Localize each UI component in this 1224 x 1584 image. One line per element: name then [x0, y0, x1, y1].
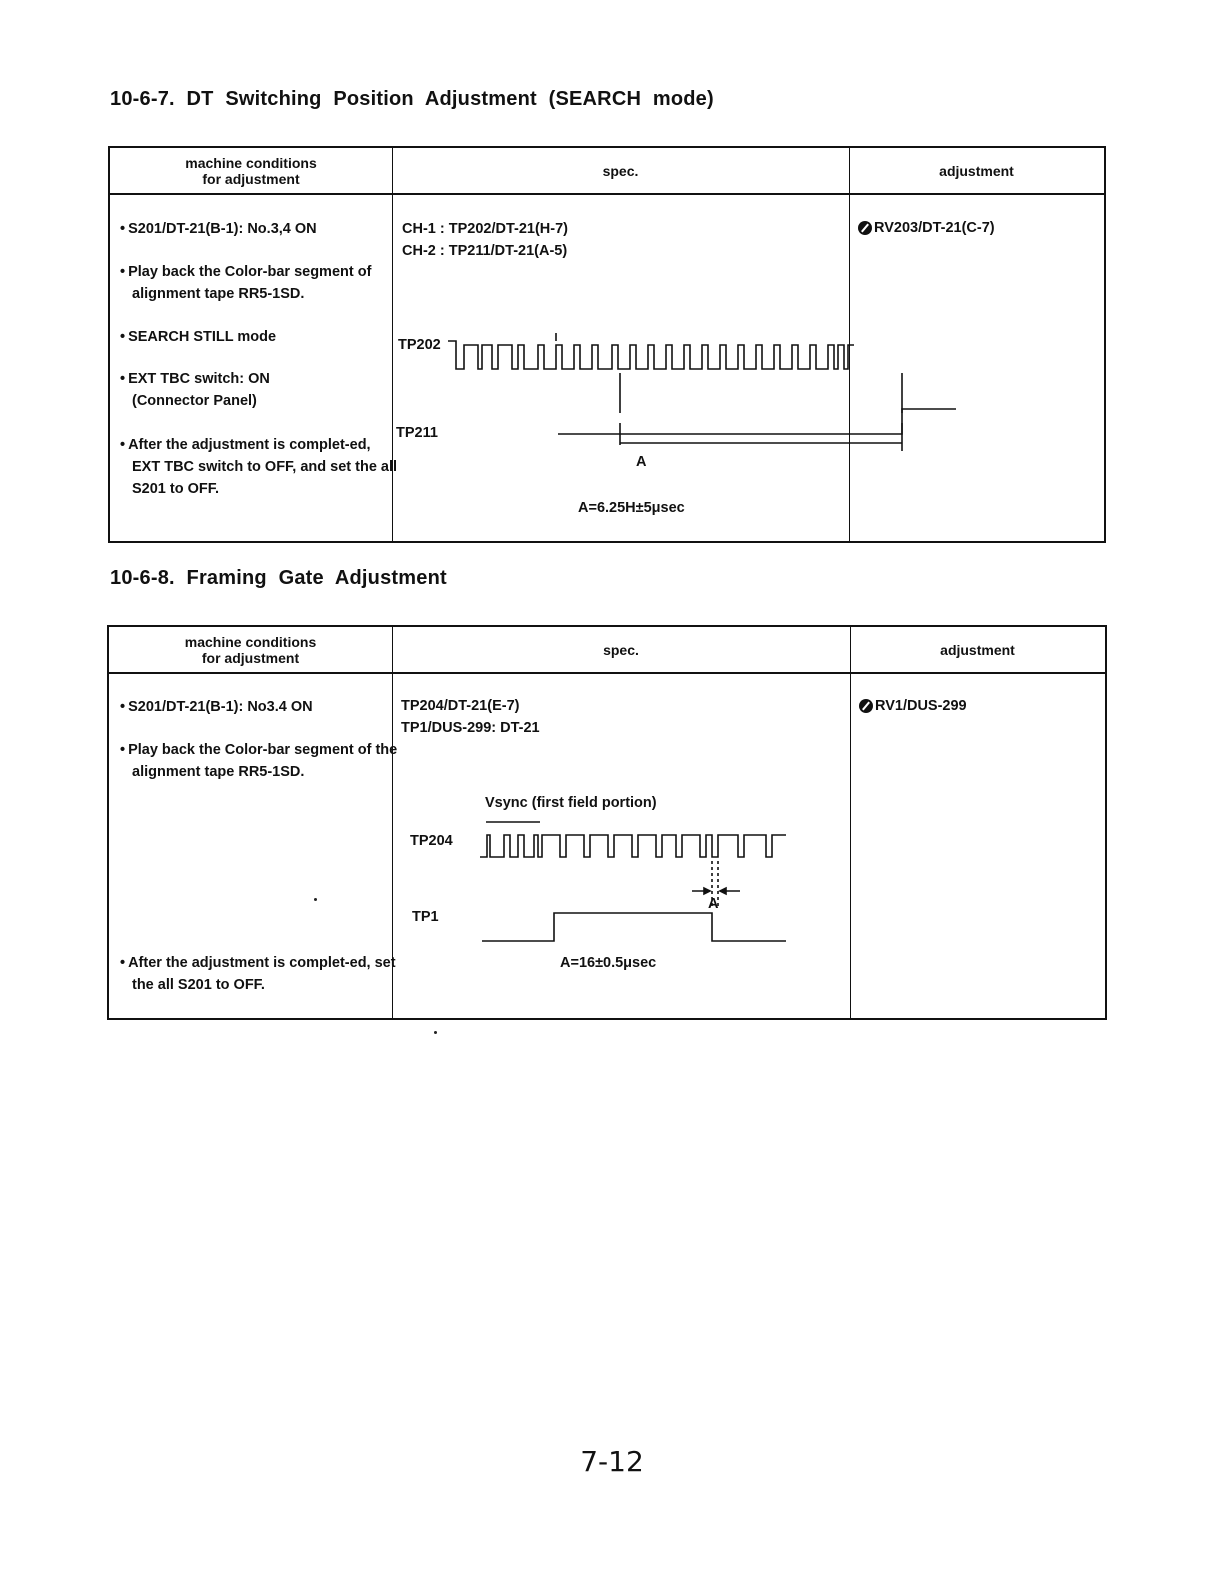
- waveform-diagram-1: [392, 333, 852, 473]
- condition-item: • Play back the Color-bar segment of the alignment tape RR5-1SD.: [120, 742, 398, 780]
- condition-item: • After the adjustment is complet-ed, EXT TBC switch to OFF, and set the all S201 to OFF.: [120, 437, 398, 497]
- condition-item: • Play back the Color-bar segment of alignment tape RR5-1SD.: [120, 264, 372, 302]
- vsync-caption: Vsync (first field portion): [485, 795, 657, 811]
- scan-speck: [314, 898, 317, 901]
- page-number: 7-12: [580, 1445, 644, 1478]
- spec-formula: A=16±0.5μsec: [560, 955, 657, 971]
- adjust-screwdriver-icon: [858, 221, 872, 235]
- section-title-dt-switching: 10-6-7. DT Switching Position Adjustment (SEARCH mode): [110, 88, 714, 110]
- adjust-screwdriver-icon: [859, 699, 873, 713]
- waveform-label-tp204: TP204: [410, 833, 453, 849]
- header-spec: spec.: [603, 641, 639, 658]
- spec-line: CH-2 : TP211/DT-21(A-5): [402, 243, 568, 259]
- scan-speck: [434, 1031, 437, 1034]
- interval-label-a: A: [708, 896, 719, 912]
- spec-line: CH-1 : TP202/DT-21(H-7): [402, 221, 568, 237]
- condition-item: • S201/DT-21(B-1): No.3,4 ON: [120, 221, 317, 237]
- spec-formula: A=6.25H±5μsec: [578, 500, 685, 516]
- framing-gate-table: [107, 625, 1107, 1020]
- header-spec: spec.: [602, 162, 639, 179]
- condition-item: • After the adjustment is complet-ed, set the all S201 to OFF.: [120, 955, 396, 993]
- interval-label-a: A: [636, 454, 647, 470]
- waveform-label-tp211: TP211: [396, 425, 438, 441]
- header-adjustment: adjustment: [939, 162, 1014, 179]
- condition-item: • SEARCH STILL mode: [120, 329, 277, 345]
- waveform-diagram-2: [392, 817, 852, 957]
- header-conditions: machine conditions for adjustment: [185, 154, 317, 187]
- spec-line: TP204/DT-21(E-7): [401, 698, 520, 714]
- adjustment-item: RV203/DT-21(C-7): [858, 220, 995, 236]
- condition-item: • EXT TBC switch: ON (Connector Panel): [120, 371, 270, 409]
- waveform-label-tp202: TP202: [398, 337, 441, 353]
- condition-item: • S201/DT-21(B-1): No3.4 ON: [120, 699, 313, 715]
- waveform-label-tp1: TP1: [412, 909, 439, 925]
- header-conditions: machine conditions for adjustment: [184, 633, 317, 666]
- dt-switching-table: [108, 146, 1106, 543]
- adjustment-item: RV1/DUS-299: [859, 698, 967, 714]
- header-adjustment: adjustment: [940, 641, 1015, 658]
- section-title-framing-gate: 10-6-8. Framing Gate Adjustment: [110, 567, 447, 589]
- spec-line: TP1/DUS-299: DT-21: [401, 720, 540, 736]
